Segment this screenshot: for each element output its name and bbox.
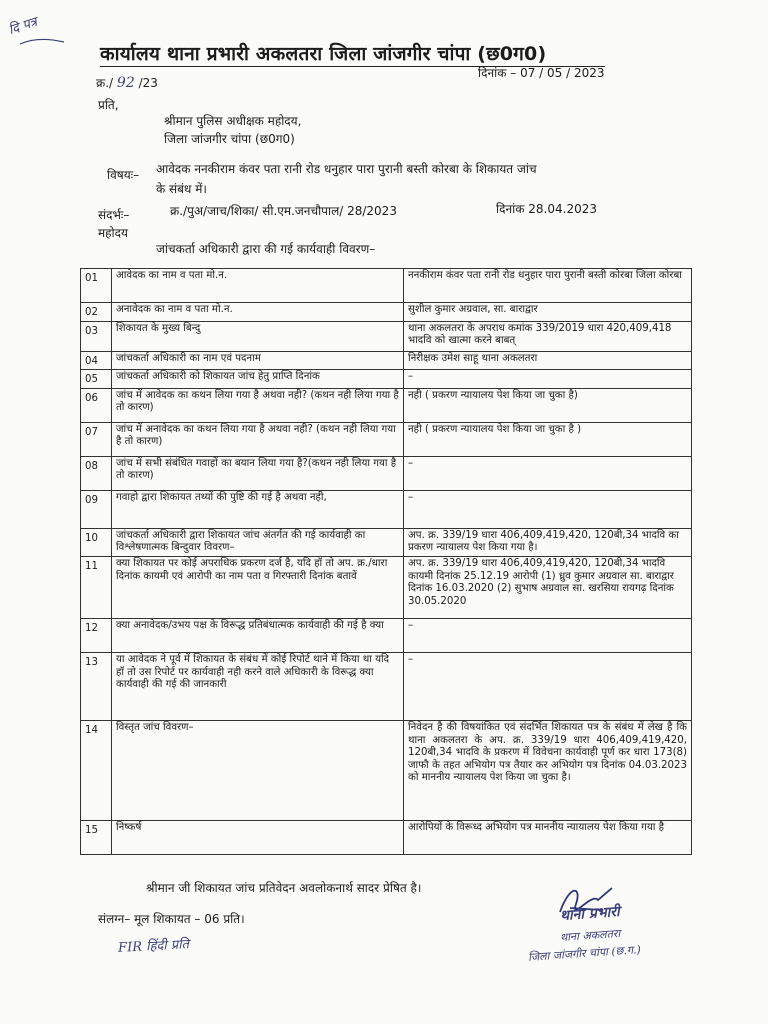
row-answer: थाना अकलतरा के अपराध कमांक 339/2019 धारा 420,409,418 भादवि को खात्मा करने बाबत् — [404, 321, 692, 351]
row-answer: – — [404, 618, 692, 652]
row-number: 12 — [81, 618, 112, 652]
row-answer: निरीक्षक उमेश साहू थाना अकलतरा — [404, 351, 692, 370]
row-number: 15 — [81, 820, 112, 854]
reference-date: दिनांक 28.04.2023 — [496, 202, 597, 216]
reference-text: क्र./पुअ/जाच/शिका/ सी.एम.जनचौपाल/ 28/2023 — [170, 204, 397, 218]
row-number: 03 — [81, 321, 112, 351]
page-title: कार्यालय थाना प्रभारी अकलतरा जिला जांजगीर चांपा (छ0ग0) — [100, 43, 547, 65]
corner-note-underline — [18, 30, 68, 50]
table-row — [81, 618, 692, 652]
row-question: जांचकर्ता अधिकारी को शिकायत जांच हेतु प्राप्ति दिनांक — [112, 370, 404, 389]
table-row — [81, 528, 692, 556]
row-number: 14 — [81, 720, 112, 820]
stamp-station: थाना अकलतरा — [559, 926, 621, 945]
table-row — [81, 556, 692, 618]
row-question: विस्तृत जांच विवरण– — [112, 720, 404, 820]
row-question: या आवेदक ने पूर्व में शिकायत के संबंध में कोई रिपोर्ट थाने में किया था यदि हॉ तो उस रिपोर्ट पर कार्यवाही नही करने वाले अधिकारी के विरूद्ध क्या कार्यवाही की गई की जानकारी — [112, 652, 404, 720]
row-number: 09 — [81, 490, 112, 528]
row-answer: अप. क्र. 339/19 धारा 406,409,419,420, 120बी,34 भादवि का प्रकरण न्यायालय पेश किया गया है। — [404, 528, 692, 556]
address-line-2: जिला जांजगीर चांपा (छ0ग0) — [164, 132, 295, 146]
table-row — [81, 351, 692, 370]
row-answer: – — [404, 456, 692, 490]
table-row — [81, 422, 692, 456]
row-question: जांचकर्ता अधिकारी द्वारा शिकायत जांच अंतर्गत की गई कार्यवाही का विश्लेषणात्मक बिन्दुवार विवरण– — [112, 528, 404, 556]
row-question: आवेदक का नाम व पता मो.न. — [112, 269, 404, 303]
corner-note: दि पत्र — [6, 14, 40, 39]
subject-line-1: आवेदक ननकीराम कंवर पता रानी रोड धनुहार पारा पुरानी बस्ती कोरबा के शिकायत जांच — [156, 162, 537, 176]
address-to: प्रति, — [98, 98, 119, 112]
row-answer: – — [404, 490, 692, 528]
table-row — [81, 269, 692, 303]
row-answer: निवेदन है की विषयांकित एवं संदर्भित शिकायत पत्र के संबंध में लेख है कि थाना अकलतरा के अप. क्र. 339/19 धारा 406,409,419,420, 120बी,34 भादवि के प्रकरण में विवेचना कार्यवाही पूर्ण कर धारा 173(8) जाफौ के तहत अभियोग पत्र तैयार कर अभियोग पत्र दिनांक 04.03.2023 को माननीय न्यायालय पेश किया जा चुका है। — [404, 720, 692, 820]
row-number: 10 — [81, 528, 112, 556]
row-number: 06 — [81, 388, 112, 422]
row-question: गवाहो द्वारा शिकायत तथ्यों की पुष्टि की गई है अथवा नही, — [112, 490, 404, 528]
row-number: 08 — [81, 456, 112, 490]
table-row — [81, 321, 692, 351]
ref-number-handwritten: 92 — [116, 75, 135, 91]
row-question: जांच में सभी संबंधित गवाहों का बयान लिया गया है?(कथन नही लिया गया है तो कारण) — [112, 456, 404, 490]
salutation: महोदय — [98, 226, 128, 240]
stamp-designation: थाना प्रभारी — [559, 903, 621, 925]
intro-line: जांचकर्ता अधिकारी द्वारा की गई कार्यवाही विवरण– — [156, 242, 376, 256]
row-answer: नही ( प्रकरण न्यायालय पेश किया जा चुका है ) — [404, 422, 692, 456]
subject-label: विषयः– — [107, 168, 140, 182]
enclosure-line: संलग्न– मूल शिकायत – 06 प्रति। — [98, 912, 245, 926]
subject-line-2: के संबंध में। — [156, 182, 207, 196]
row-number: 04 — [81, 351, 112, 370]
row-answer: आरोपियों के विरूध्द अभियोग पत्र माननीय न्यायालय पेश किया गया है — [404, 820, 692, 854]
row-question: क्या अनावेदक/उभय पक्ष के विरूद्ध प्रतिबंधात्मक कार्यवाही की गई है क्या — [112, 618, 404, 652]
table-row — [81, 490, 692, 528]
row-answer: सुशील कुमार अग्रवाल, सा. बाराद्वार — [404, 303, 692, 322]
row-question: जांचकर्ता अधिकारी का नाम एवं पदनाम — [112, 351, 404, 370]
table-row — [81, 456, 692, 490]
ref-prefix: क्र./ — [96, 76, 114, 90]
forwarding-line: श्रीमान जी शिकायत जांच प्रतिवेदन अवलोकनार्थ सादर प्रेषित है। — [146, 881, 422, 895]
row-number: 07 — [81, 422, 112, 456]
table-row — [81, 652, 692, 720]
handwritten-fir-note: FIR हिंदी प्रति — [117, 937, 190, 956]
stamp-district: जिला जांजगीर चांपा (छ.ग.) — [527, 943, 642, 964]
table-row — [81, 303, 692, 322]
row-answer: नही ( प्रकरण न्यायालय पेश किया जा चुका है) — [404, 388, 692, 422]
letter-date: दिनांक – 07 / 05 / 2023 — [478, 66, 605, 80]
row-number: 02 — [81, 303, 112, 322]
row-question: जांच में आवेदक का कथन लिया गया है अथवा नही? (कथन नही लिया गया है तो कारण) — [112, 388, 404, 422]
row-question: शिकायत के मुख्य बिन्दु — [112, 321, 404, 351]
row-number: 05 — [81, 370, 112, 389]
table-row — [81, 820, 692, 854]
row-number: 11 — [81, 556, 112, 618]
row-answer: अप. क्र. 339/19 धारा 406,409,419,420, 120बी,34 भादवि कायमी दिनांक 25.12.19 आरोपी (1) ध्रुव कुमार अग्रवाल सा. बाराद्वार दिनांक 16.03.2020 (2) सुभाष अग्रवाल सा. खरसिया रायगढ़ दिनांक 30.05.2020 — [404, 556, 692, 618]
row-question: निष्कर्ष — [112, 820, 404, 854]
row-answer: – — [404, 652, 692, 720]
row-answer: ननकीराम कंवर पता रानी रोड धनुहार पारा पुरानी बस्ती कोरबा जिला कोरबा — [404, 269, 692, 303]
table-row — [81, 720, 692, 820]
address-line-1: श्रीमान पुलिस अधीक्षक महोदय, — [164, 114, 302, 128]
row-answer: – — [404, 370, 692, 389]
row-number: 01 — [81, 269, 112, 303]
inquiry-details-table — [80, 268, 692, 855]
row-question: जांच में अनावेदक का कथन लिया गया है अथवा नही? (कथन नही लिया गया है तो कारण) — [112, 422, 404, 456]
row-question: अनावेदक का नाम व पता मो.न. — [112, 303, 404, 322]
row-question: क्या शिकायत पर कोई अपराधिक प्रकरण दर्ज है, यदि हॉ तो अप. क्र./धारा दिनांक कायमी एवं आरोपी का नाम पता व गिरफ्तारी दिनांक बतावें — [112, 556, 404, 618]
reference-label: संदर्भः– — [98, 208, 130, 222]
table-row — [81, 370, 692, 389]
table-row — [81, 388, 692, 422]
reference-number — [96, 74, 158, 91]
ref-suffix: /23 — [138, 76, 158, 90]
row-number: 13 — [81, 652, 112, 720]
